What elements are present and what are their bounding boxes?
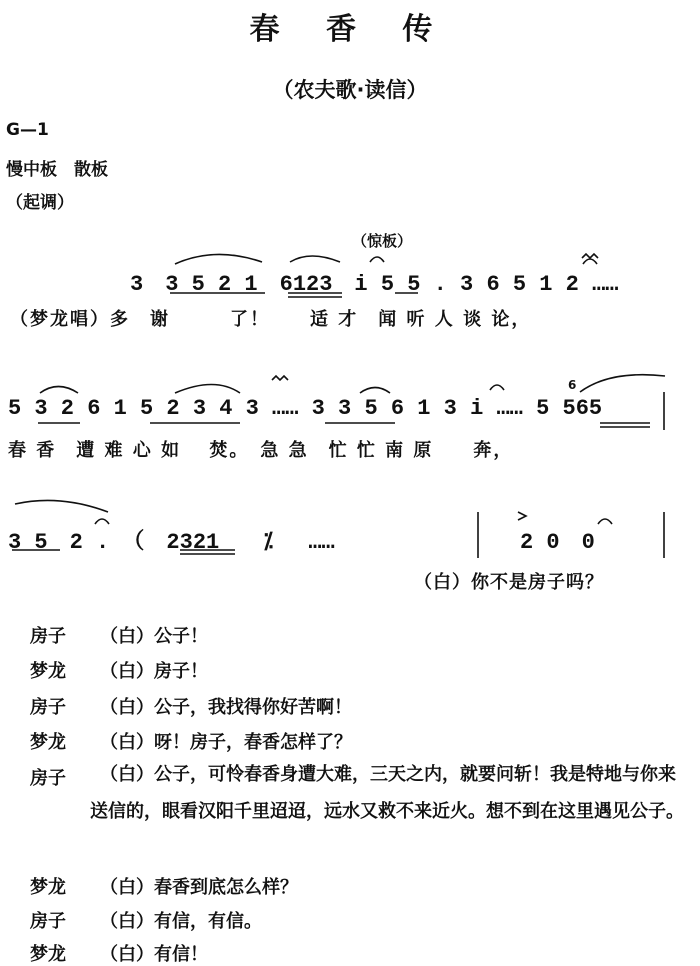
score-marking: （惊板） [352, 232, 413, 250]
key-signature: G—1 [6, 120, 49, 140]
dialogue-role: 房子 [30, 697, 66, 718]
page-title: 春 香 传 [249, 12, 451, 47]
intro-marking: （起调） [6, 193, 74, 213]
dialogue-role: 梦龙 [30, 877, 66, 898]
score-notes-line3: 3 5 2 . （ 2321 ⁒ …… [8, 530, 335, 555]
score-notes-line1: 3 3 5 2 1 6123 i 5 5 . 3 6 5 1 2 …… [130, 272, 619, 297]
grace-note: 6 [568, 378, 577, 392]
score-lyrics-line3: （白）你不是房子吗？ [414, 572, 604, 593]
dialogue-role: 房子 [30, 626, 66, 647]
dialogue-text: （白）春香到底怎么样？ [100, 877, 298, 898]
dialogue-role: 房子 [30, 768, 66, 789]
score-lyrics-line1: （梦龙唱）多 谢 了！ 适 才 闻 听 人 谈 论， [10, 309, 532, 330]
dialogue-role: 梦龙 [30, 944, 66, 965]
dialogue-text: （白）公子，可怜春香身遭大难，三天之内，就要问斩！我是特地与你来送信的，眼看汉阳千里迢迢，远水又救不来近火。想不到在这里遇见公子。 [90, 764, 684, 822]
dialogue-role: 梦龙 [30, 661, 66, 682]
page-subtitle: （农夫歌·读信） [272, 78, 428, 102]
score-lyrics-line2: 春 香 遭 难 心 如 焚。 急 急 忙 忙 南 原 奔， [8, 440, 514, 461]
tempo-marking: 慢中板 散板 [6, 160, 108, 180]
score-notes-line3-right: 2 0 0 [520, 530, 595, 555]
dialogue-role: 梦龙 [30, 732, 66, 753]
score-notes-line2: 5 3 2 6 1 5 2 3 4 3 …… 3 3 5 6 1 3 i …… 5 565 [8, 396, 603, 421]
dialogue-role: 房子 [30, 911, 66, 932]
dialogue-text: （白）有信！ [100, 944, 208, 965]
dialogue-text: （白）房子！ [100, 661, 208, 682]
dialogue-text: （白）呀！房子，春香怎样了？ [100, 732, 352, 753]
dialogue-text: （白）有信，有信。 [100, 911, 262, 932]
dialogue-text: （白）公子，我找得你好苦啊！ [100, 697, 352, 718]
dialogue-text: （白）公子！ [100, 626, 208, 647]
